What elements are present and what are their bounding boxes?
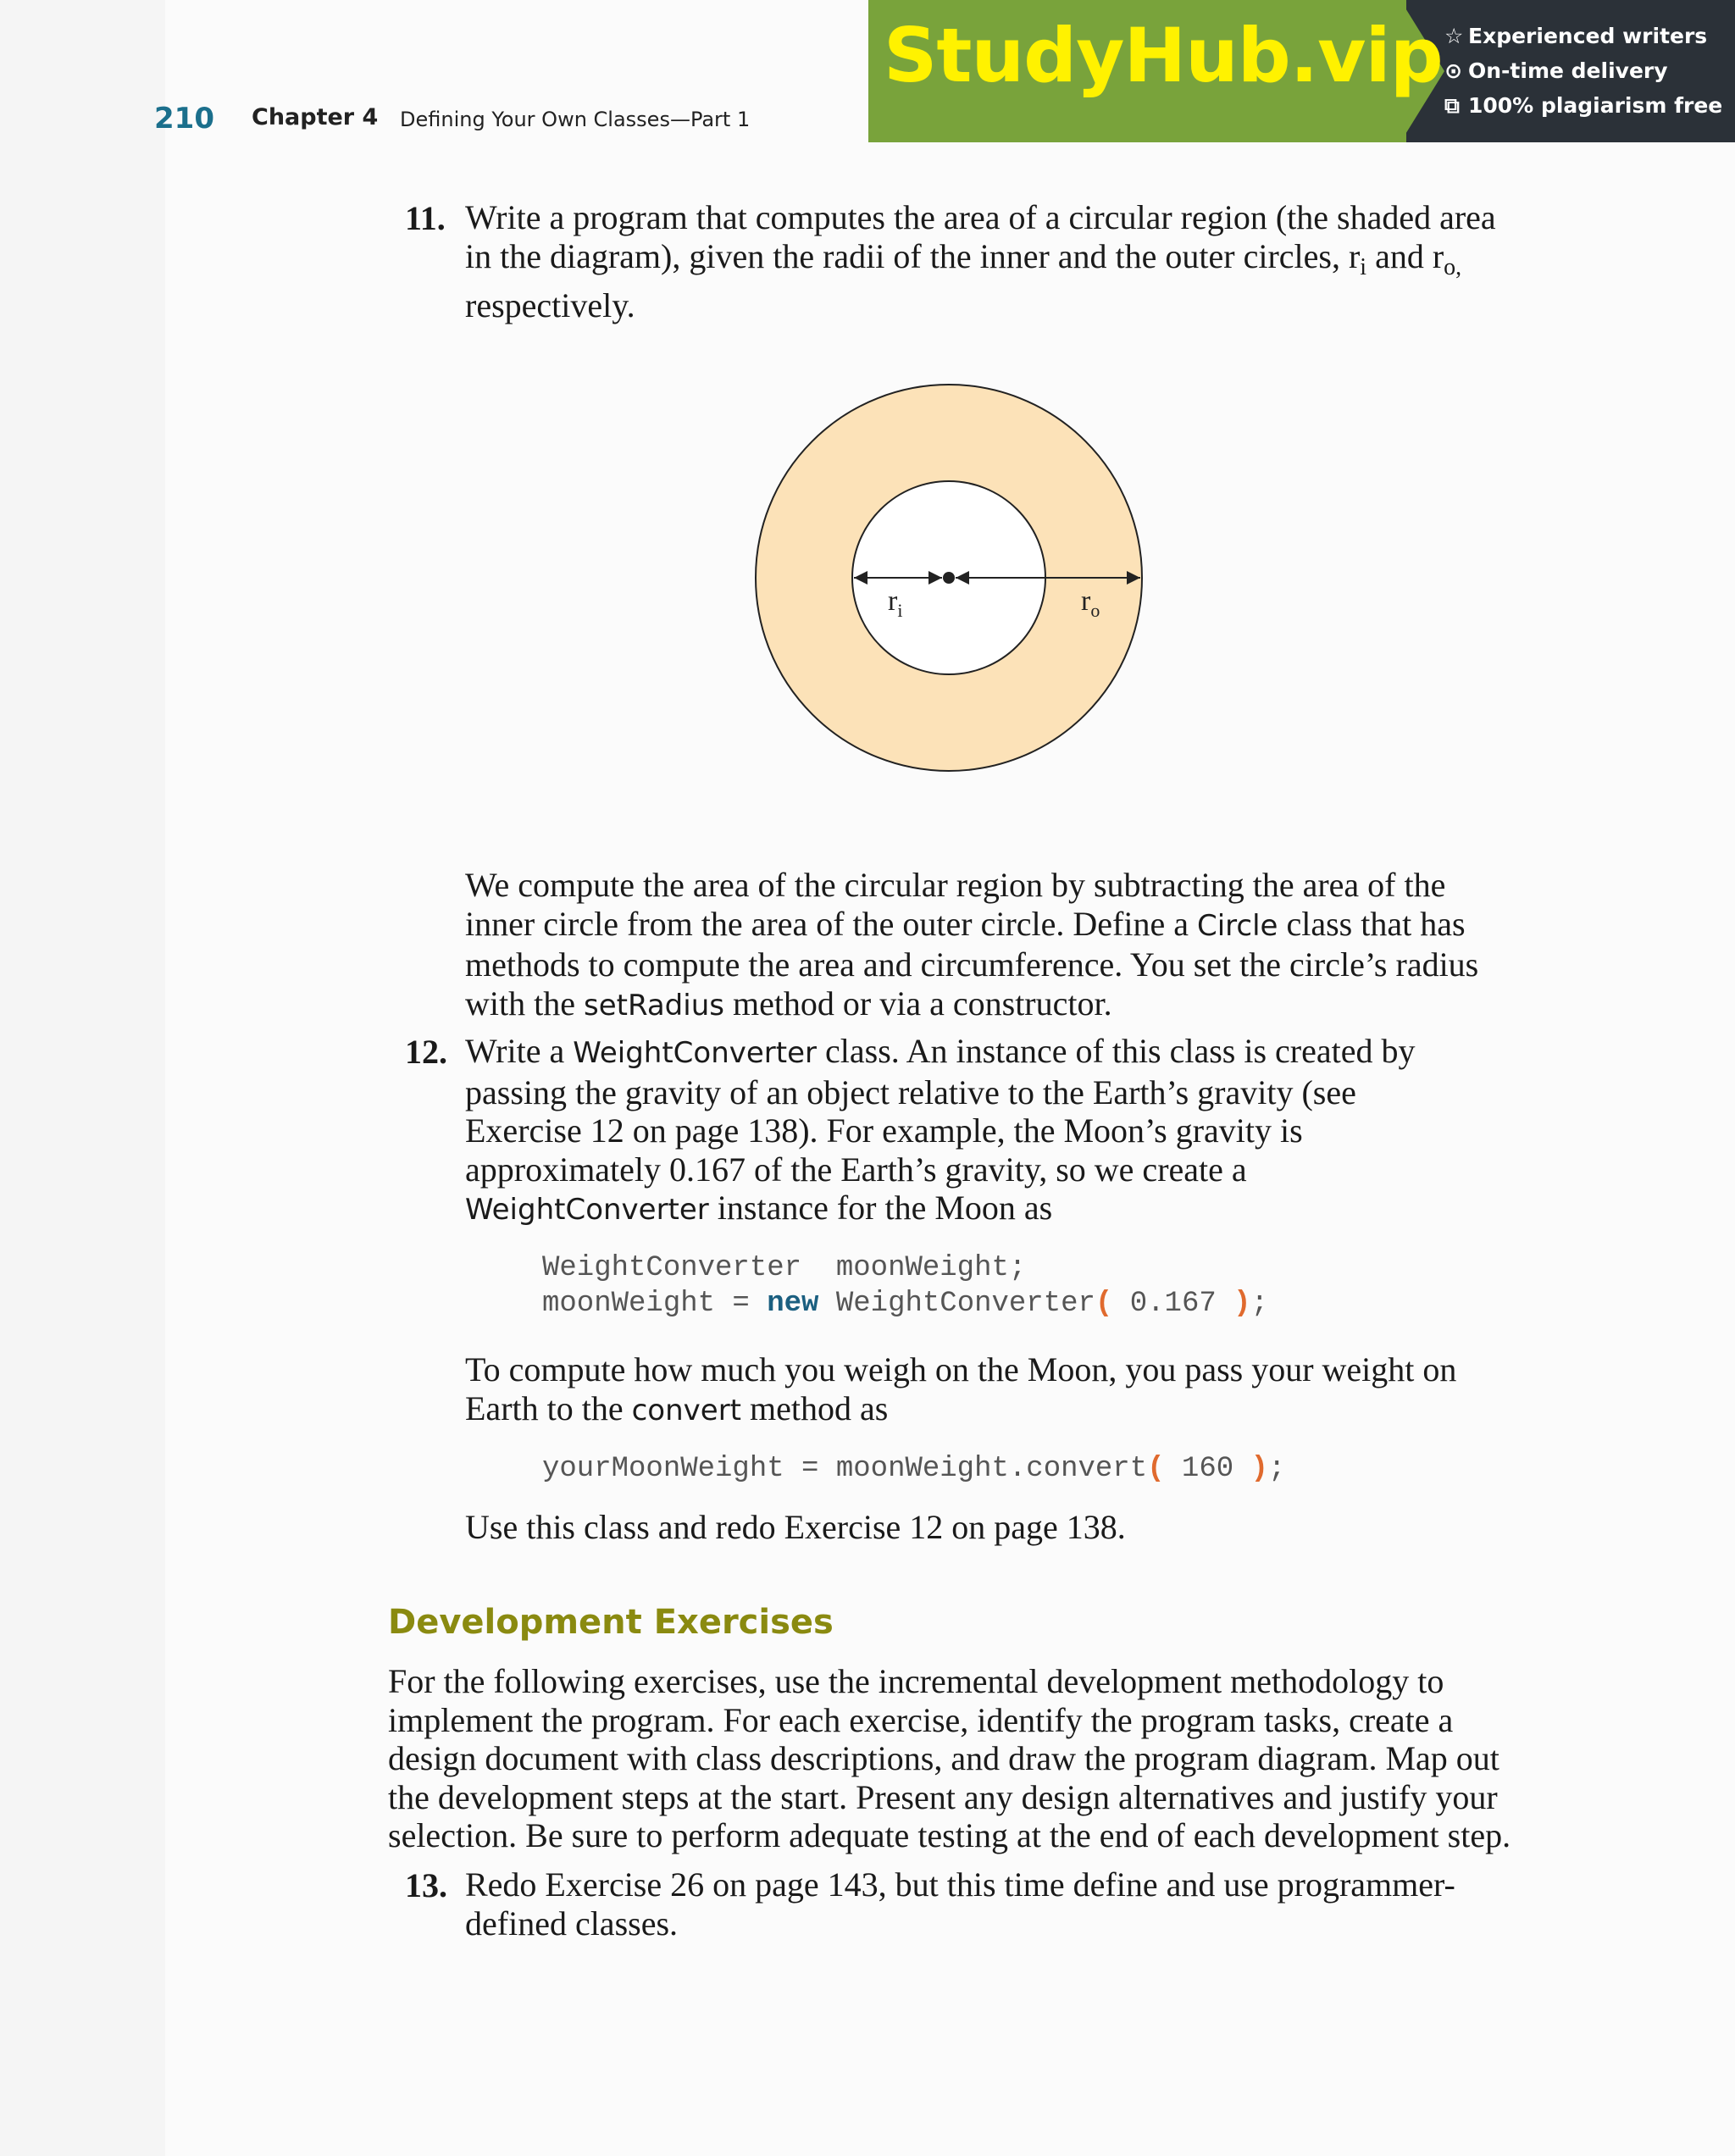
- outer-radius-label: $r_o$: [1081, 585, 1100, 621]
- copy-icon: ⧉: [1444, 93, 1460, 118]
- exercise-12-closing: Use this class and redo Exercise 12 on page 138.: [465, 1508, 1126, 1546]
- exercise-number: 13.: [405, 1866, 447, 1904]
- exercise-number: 11.: [405, 199, 446, 237]
- clock-icon: ⊙: [1444, 58, 1462, 83]
- chapter-label: Chapter 4: [252, 104, 379, 130]
- center-point: [943, 572, 955, 584]
- exercise-12-text: Write a WeightConverter class. An instance of this class is created by passing the gravity of an object relative to the Earth’s gravity (see Exercise 12 on page 138). For example, the Moon’s gravity is approximately 0.167 of the Earth’s gravity, so we create a WeightConverter instance for the Moon as: [465, 1032, 1416, 1227]
- development-intro: For the following exercises, use the incremental development methodology to implement the program. For each exercise, identify the program tasks, create a design document with class descriptions, and draw the program diagram. Map out the development steps at the start. Present any design alternatives and justify your selection. Be sure to perform adequate testing at the end of each development step.: [388, 1662, 1511, 1854]
- page-number: 210: [154, 102, 214, 136]
- chapter-title: Defining Your Own Classes—Part 1: [400, 108, 751, 131]
- exercise-12-explanation: To compute how much you weigh on the Moon, you pass your weight on Earth to the convert method as: [465, 1350, 1457, 1427]
- star-icon: ☆: [1444, 24, 1464, 48]
- studyhub-logo: StudyHub.vip: [884, 12, 1443, 99]
- studyhub-banner[interactable]: [868, 0, 1735, 142]
- code-block-2: yourMoonWeight = moonWeight.convert( 160 );: [542, 1453, 1286, 1485]
- banner-feature: ☆ Experienced writers: [1444, 24, 1708, 48]
- exercise-13-text: Redo Exercise 26 on page 143, but this time define and use programmer- defined classes.: [465, 1865, 1455, 1943]
- banner-feature: ⧉ 100% plagiarism free: [1444, 93, 1723, 118]
- exercise-11-explanation: We compute the area of the circular region by subtracting the area of the inner circle from the area of the outer circle. Define a Circle class that has methods to compute the area and circumference. You set the circle’s radius with the setRadius method or via a constructor.: [465, 866, 1479, 1023]
- section-heading: Development Exercises: [388, 1603, 834, 1642]
- exercise-number: 12.: [405, 1033, 447, 1071]
- banner-feature: ⊙ On-time delivery: [1444, 58, 1668, 83]
- inner-radius-label: $r_i$: [888, 585, 903, 621]
- code-block-1: WeightConverter moonWeight; moonWeight = new WeightConverter( 0.167 );: [542, 1252, 1268, 1320]
- annulus-diagram: [746, 381, 1254, 788]
- exercise-11-text: Write a program that computes the area of a circular region (the shaded area in the diagram), given the radii of the inner and the outer circles, $r_i$ and $r_{o,}$ respectively.: [465, 198, 1496, 324]
